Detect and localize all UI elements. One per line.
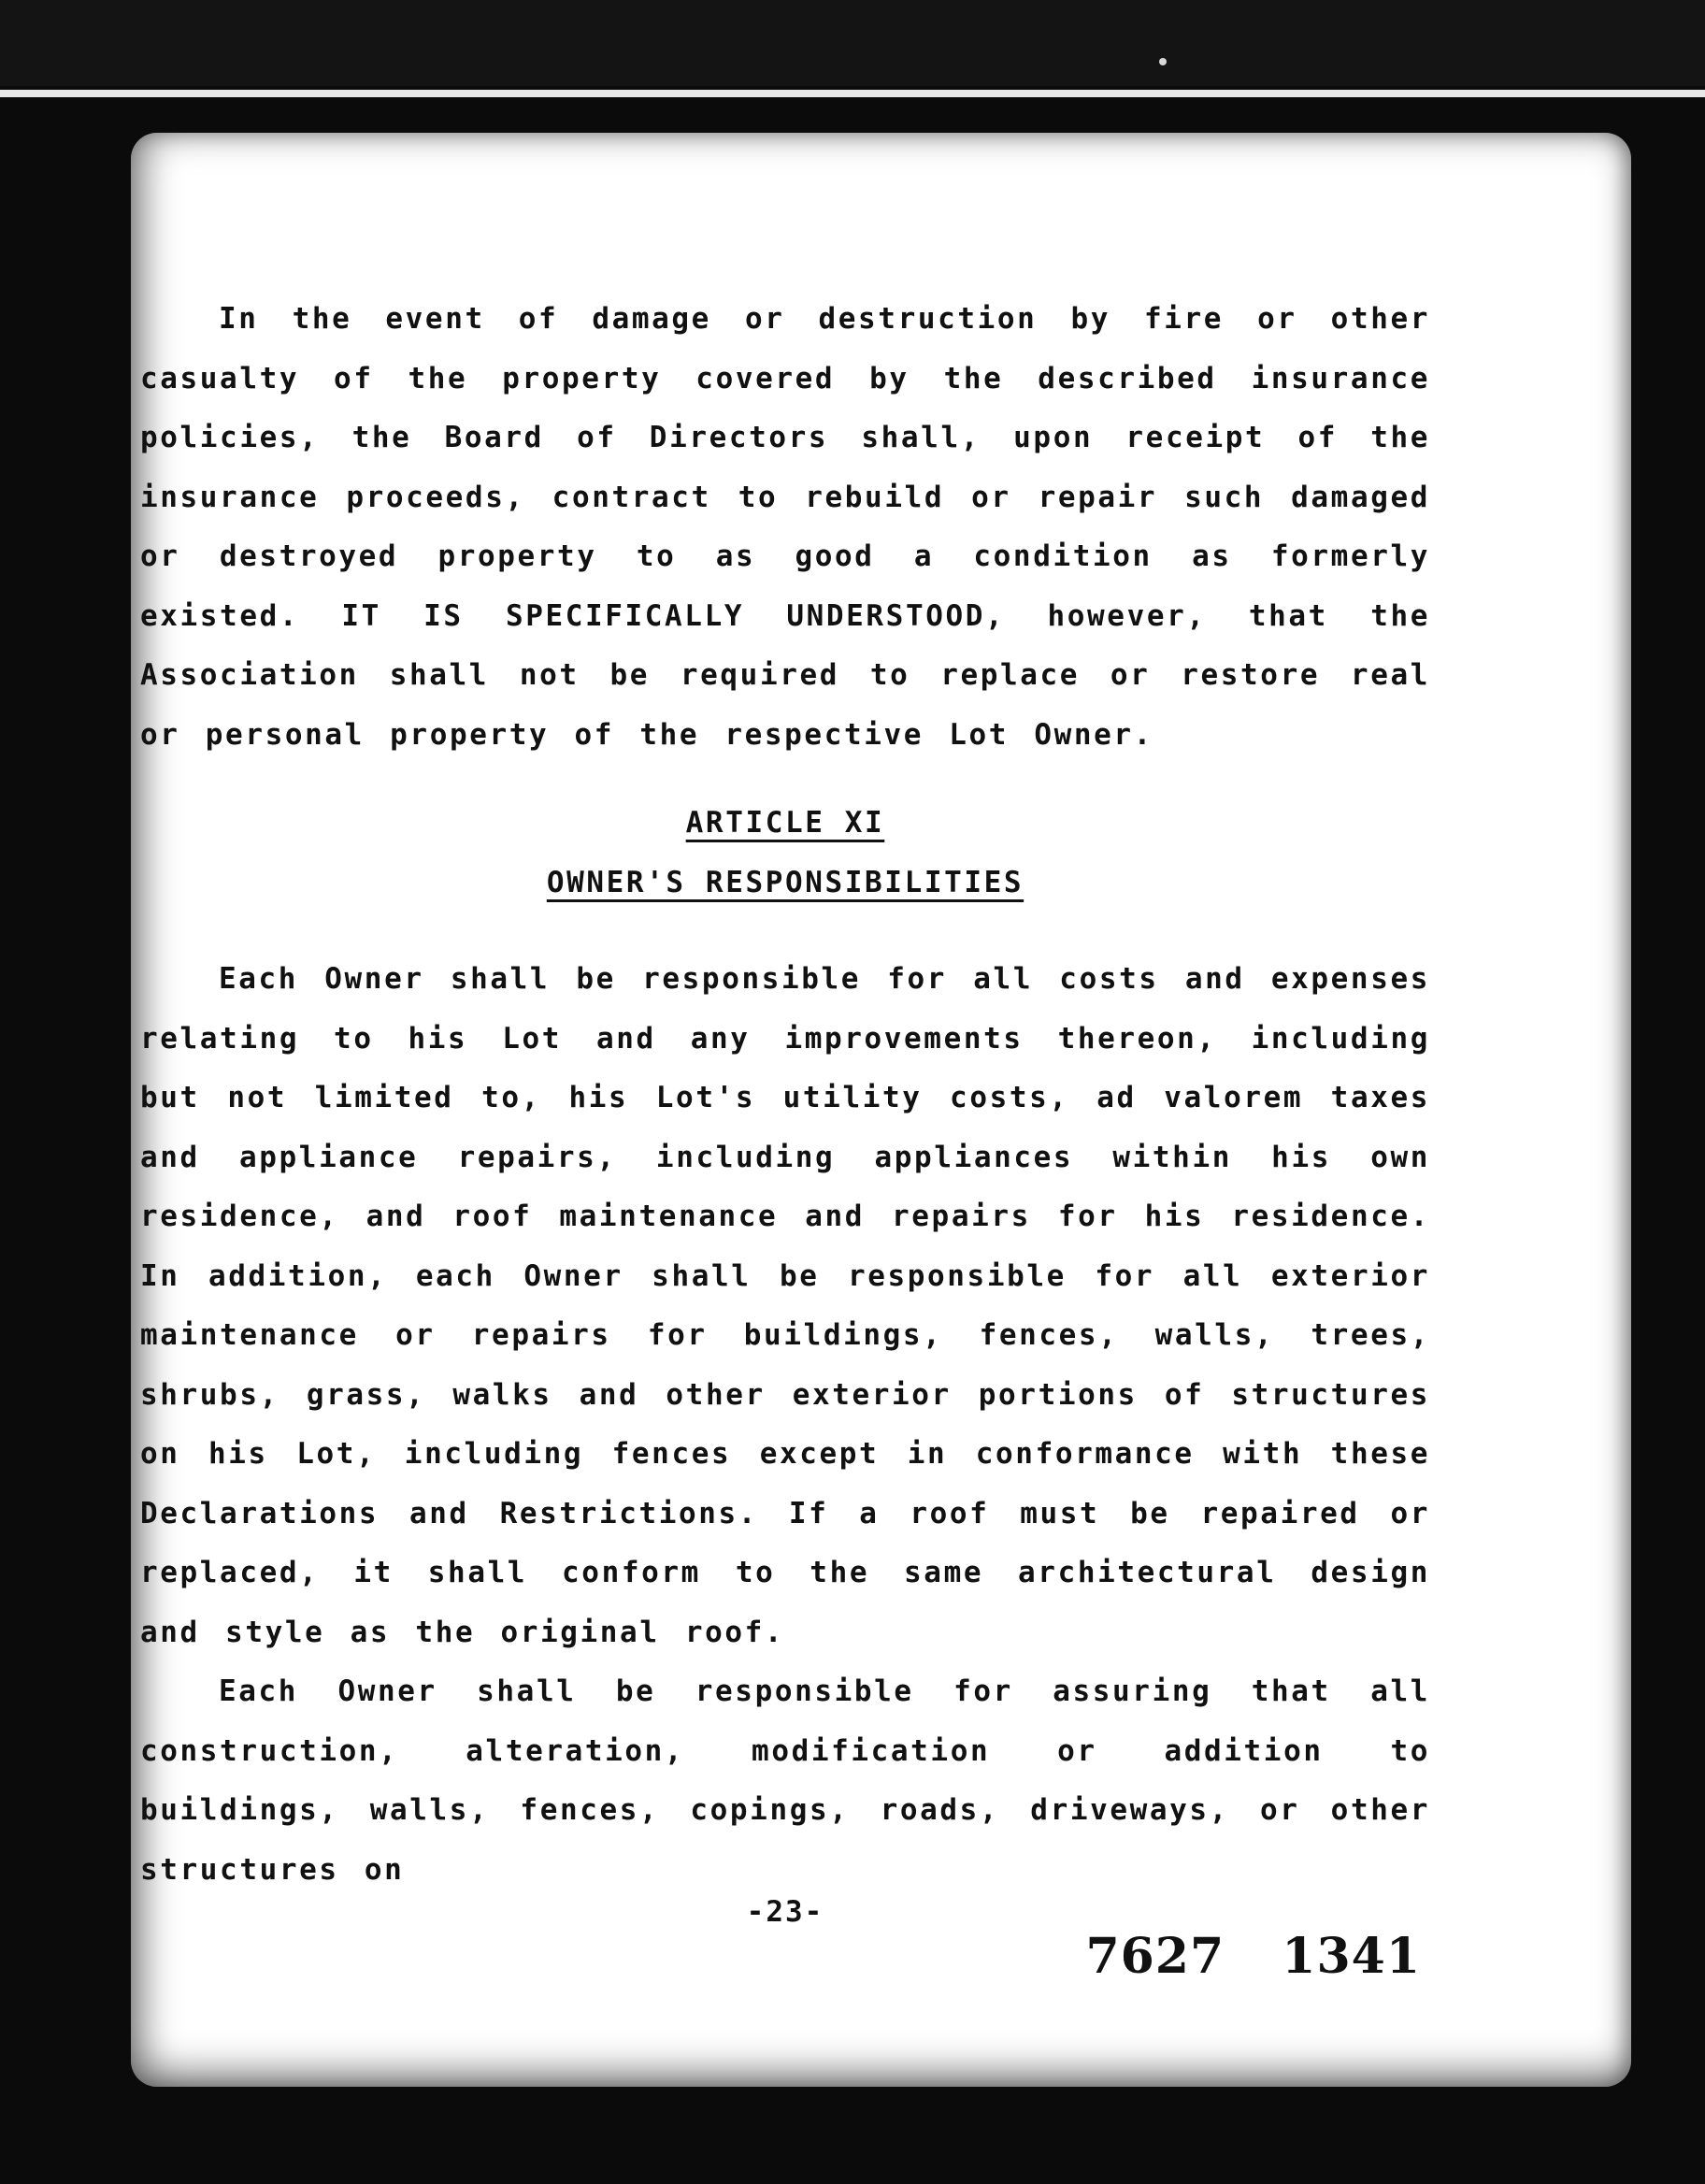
- owner-construction-paragraph: Each Owner shall be responsible for assuring that all construction, alteration, modification or addition to buildings, walls, fences, copings, roads, driveways, or other structures on: [140, 1674, 1430, 1887]
- article-heading: ARTICLE XI: [685, 806, 885, 840]
- scan-top-border: [0, 0, 1705, 86]
- page-number: -23-: [746, 1895, 824, 1929]
- scan-speck: [1159, 58, 1167, 65]
- record-stamp: 7627 1341: [1085, 1928, 1421, 1985]
- insurance-paragraph: In the event of damage or destruction by fire or other casualty of the property covered by the described insurance policies, the Board of Directors shall, upon receipt of the insurance proceeds, contract to rebuild or repair such damaged or destroyed property to as good a condition as formerly existed. IT IS SPECIFICALLY UNDERSTOOD, however, that the Association shall not be required to replace or restore real or personal property of the respective Lot Owner.: [140, 302, 1430, 752]
- scan-top-rule: [0, 90, 1705, 97]
- document-content: [140, 170, 1430, 1985]
- owner-responsibilities-paragraph: Each Owner shall be responsible for all costs and expenses relating to his Lot and any improvements thereon, including but not limited to, his Lot's utility costs, ad valorem taxes and appliance repairs, including appliances within his own residence, and roof maintenance and repairs for his residence. In addition, each Owner shall be responsible for all exterior maintenance or repairs for buildings, fences, walls, trees, shrubs, grass, walks and other exterior portions of structures on his Lot, including fences except in conformance with these Declarations and Restrictions. If a roof must be repaired or replaced, it shall conform to the same architectural design and style as the original roof.: [140, 962, 1430, 1649]
- article-title: OWNER'S RESPONSIBILITIES: [546, 866, 1024, 899]
